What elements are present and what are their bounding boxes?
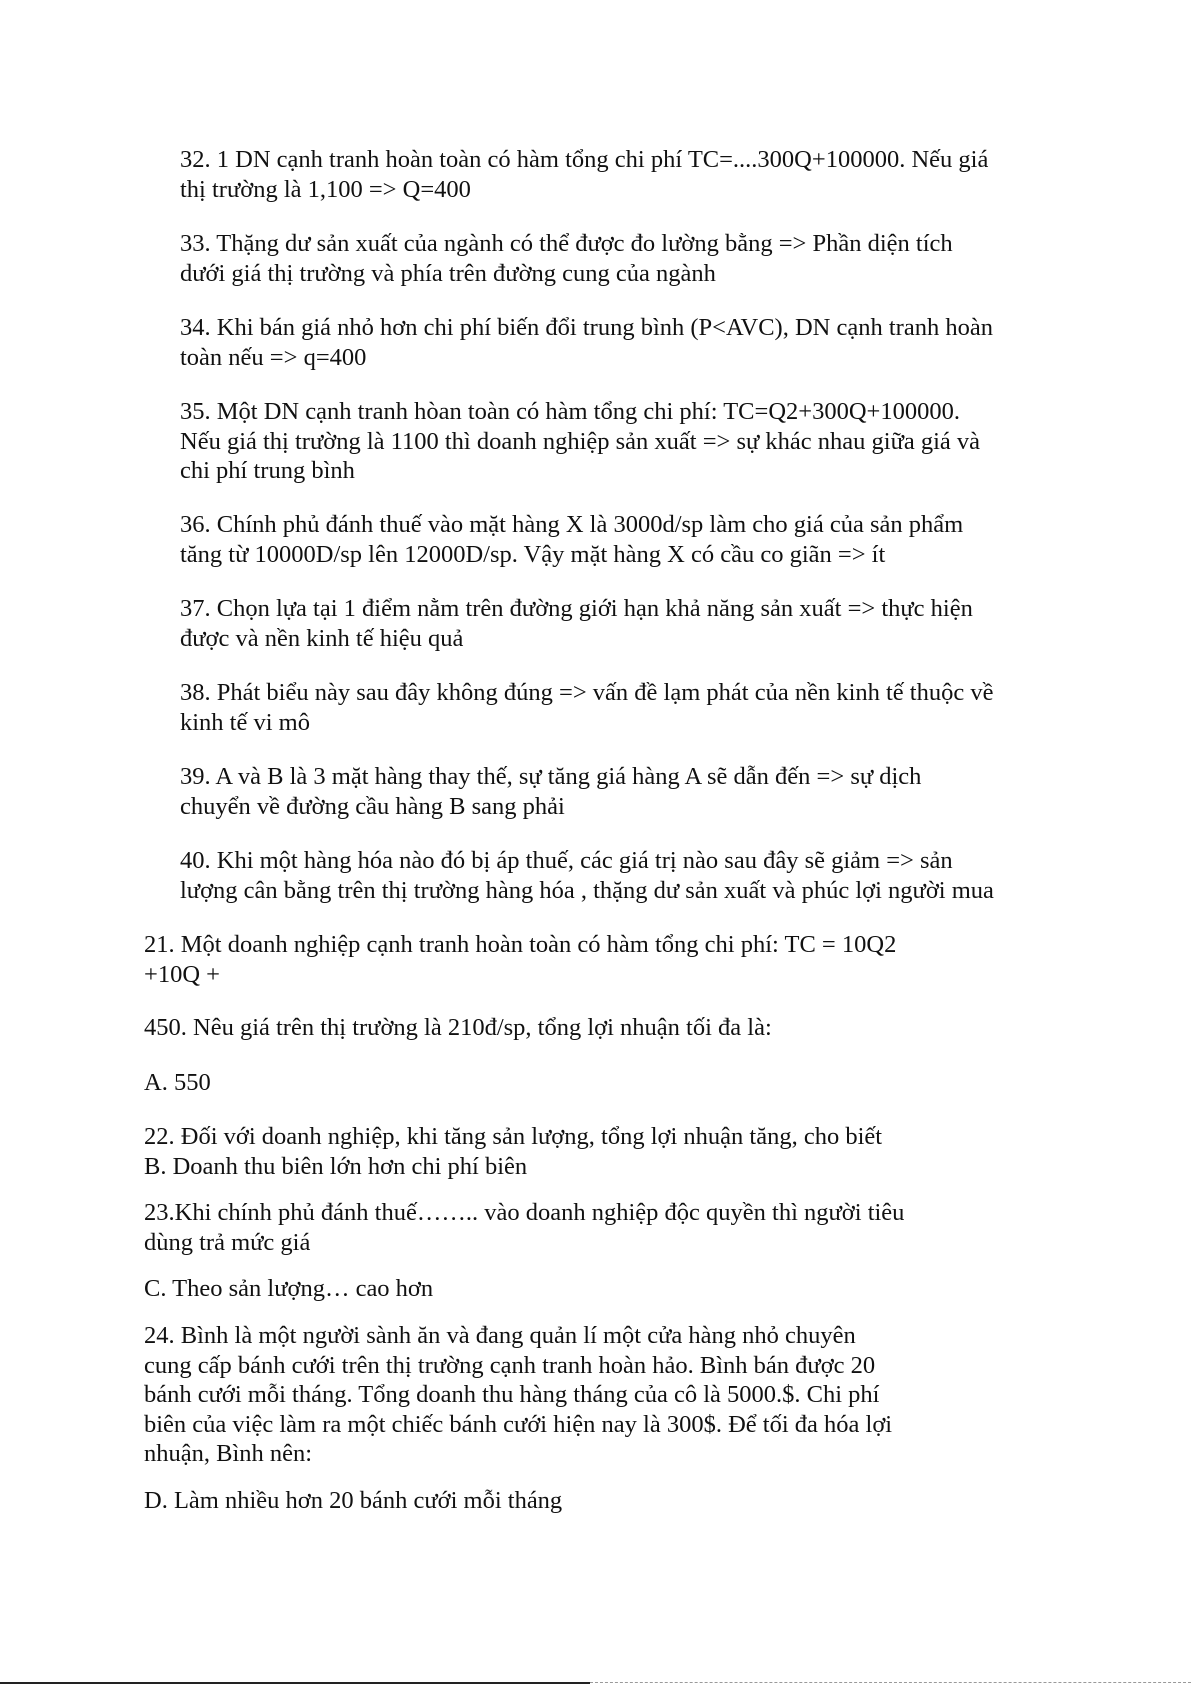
paragraph-q32 xyxy=(180,145,988,204)
text-line: 24. Bình là một người sành ăn và đang quản lí một cửa hàng nhỏ chuyên xyxy=(144,1322,856,1349)
text-line: 33. Thặng dư sản xuất của ngành có thể được đo lường bằng => Phần diện tích xyxy=(180,230,953,257)
text-line: Nếu giá thị trường là 1100 thì doanh nghiệp sản xuất => sự khác nhau giữa giá và xyxy=(180,427,981,455)
text-line: biên của việc làm ra một chiếc bánh cưới hiện nay là 300$. Để tối đa hóa lợi xyxy=(144,1410,893,1438)
text-line: 21. Một doanh nghiệp cạnh tranh hoàn toàn có hàm tổng chi phí: TC = 10Q2 xyxy=(144,931,897,958)
paragraph-q36 xyxy=(180,510,963,569)
text-line: 39. A và B là 3 mặt hàng thay thế, sự tăng giá hàng A sẽ dẫn đến => sự dịch xyxy=(180,763,922,790)
paragraph-q21 xyxy=(144,930,896,989)
text-line: chuyển về đường cầu hàng B sang phải xyxy=(180,792,565,820)
text-line: bánh cưới mỗi tháng. Tổng doanh thu hàng tháng của cô là 5000.$. Chi phí xyxy=(144,1381,880,1408)
text-line: 40. Khi một hàng hóa nào đó bị áp thuế, các giá trị nào sau đây sẽ giảm => sản xyxy=(180,847,953,874)
text-line: 34. Khi bán giá nhỏ hơn chi phí biến đổi trung bình (P<AVC), DN cạnh tranh hoàn xyxy=(180,314,993,341)
paragraph-q21-continued xyxy=(144,1013,772,1043)
text-line: +10Q + xyxy=(144,960,220,988)
text-line: 35. Một DN cạnh tranh hòan toàn có hàm tổng chi phí: TC=Q2+300Q+100000. xyxy=(180,398,960,425)
text-line: 38. Phát biểu này sau đây không đúng => vấn đề lạm phát của nền kinh tế thuộc về xyxy=(180,679,994,706)
paragraph-q23 xyxy=(144,1198,904,1257)
answer-q24 xyxy=(144,1486,562,1516)
text-line: thị trường là 1,100 => Q=400 xyxy=(180,175,471,203)
page-bottom-rule-dashed xyxy=(590,1682,1191,1683)
text-line: nhuận, Bình nên: xyxy=(144,1440,313,1467)
text-line: dùng trả mức giá xyxy=(144,1228,311,1256)
text-line: lượng cân bằng trên thị trường hàng hóa , thặng dư sản xuất và phúc lợi người mua xyxy=(180,876,994,904)
paragraph-q35 xyxy=(180,397,980,486)
text-line: 450. Nêu giá trên thị trường là 210đ/sp, tổng lợi nhuận tối đa là: xyxy=(144,1014,772,1041)
text-line: 36. Chính phủ đánh thuế vào mặt hàng X là 3000d/sp làm cho giá của sản phẩm xyxy=(180,511,964,538)
text-line: tăng từ 10000D/sp lên 12000D/sp. Vậy mặt hàng X có cầu co giãn => ít xyxy=(180,540,886,568)
text-line: 32. 1 DN cạnh tranh hoàn toàn có hàm tổng chi phí TC=....300Q+100000. Nếu giá xyxy=(180,146,989,173)
text-line: được và nền kinh tế hiệu quả xyxy=(180,624,464,652)
text-line: dưới giá thị trường và phía trên đường cung của ngành xyxy=(180,259,716,287)
paragraph-q40 xyxy=(180,846,994,905)
text-line: chi phí trung bình xyxy=(180,457,355,484)
text-line: D. Làm nhiều hơn 20 bánh cưới mỗi tháng xyxy=(144,1487,563,1514)
paragraph-q33 xyxy=(180,229,953,288)
paragraph-q39 xyxy=(180,762,921,821)
paragraph-q38 xyxy=(180,678,994,737)
text-line: A. 550 xyxy=(144,1069,211,1096)
paragraph-q22 xyxy=(144,1122,882,1181)
page-bottom-rule xyxy=(0,1682,590,1684)
paragraph-q37 xyxy=(180,594,973,653)
paragraph-q34 xyxy=(180,313,993,372)
text-line: 23.Khi chính phủ đánh thuế…….. vào doanh nghiệp độc quyền thì người tiêu xyxy=(144,1199,905,1226)
text-line: 22. Đối với doanh nghiệp, khi tăng sản lượng, tổng lợi nhuận tăng, cho biết xyxy=(144,1123,883,1150)
text-line: toàn nếu => q=400 xyxy=(180,343,367,371)
answer-q21 xyxy=(144,1068,211,1098)
text-line: kinh tế vi mô xyxy=(180,708,310,736)
text-line: B. Doanh thu biên lớn hơn chi phí biên xyxy=(144,1152,528,1180)
paragraph-q24 xyxy=(144,1321,892,1469)
text-line: 37. Chọn lựa tại 1 điểm nằm trên đường giới hạn khả năng sản xuất => thực hiện xyxy=(180,595,973,622)
answer-q23 xyxy=(144,1274,433,1304)
text-line: C. Theo sản lượng… cao hơn xyxy=(144,1275,434,1302)
text-line: cung cấp bánh cưới trên thị trường cạnh tranh hoàn hảo. Bình bán được 20 xyxy=(144,1351,876,1379)
